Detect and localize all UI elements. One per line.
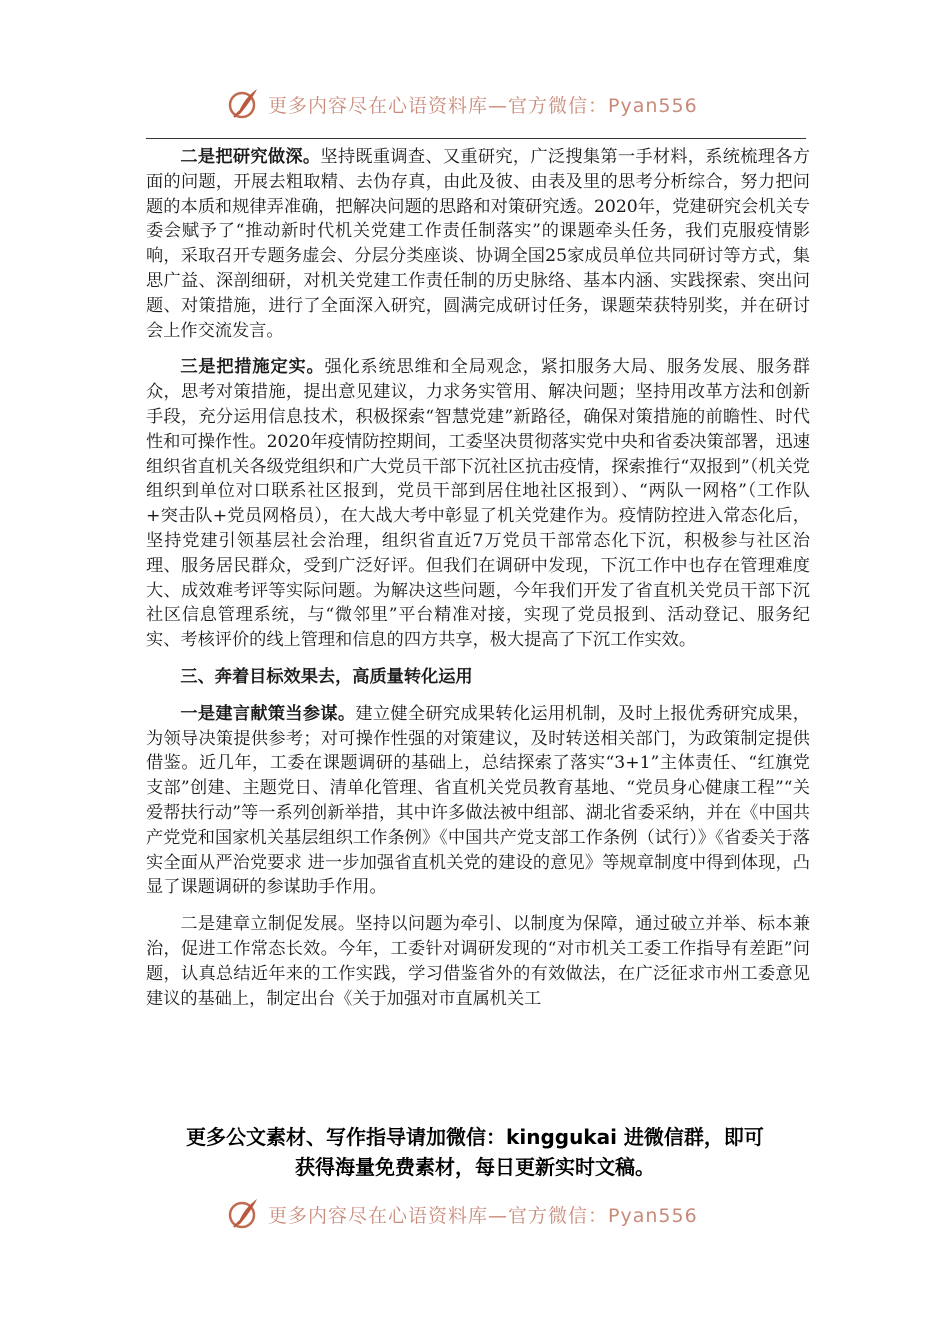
paragraph-4 bbox=[146, 912, 810, 1011]
footer-watermark-text: 更多内容尽在心语资料库—官方微信：Pyan556 bbox=[268, 1204, 698, 1227]
paragraph-1-text: 坚持既重调查、又重研究，广泛搜集第一手材料，系统梳理各方面的问题，开展去粗取精、去伪存真，由此及彼、由表及里的思考分析综合，努力把问题的本质和规律弄准确，把解决问题的思路和对策研究透。2020年，党建研究会机关专委会赋予了“推动新时代机关党建工作责任制落实”的课题牵头任务，我们克服疫情影响，采取召开专题务虚会、分层分类座谈、协调全国25家成员单位共同研讨等方式，集思广益、深剖细研，对机关党建工作责任制的历史脉络、基本内涵、实践探索、突出问题、对策措施，进行了全面深入研究，圆满完成研讨任务，课题荣获特别奖，并在研讨会上作交流发言。 bbox=[146, 147, 810, 341]
paragraph-1 bbox=[146, 145, 810, 343]
quill-logo-icon bbox=[226, 87, 260, 121]
quill-logo-icon bbox=[226, 1197, 260, 1231]
promo-banner bbox=[130, 1122, 820, 1182]
header-watermark bbox=[226, 84, 698, 124]
document-body bbox=[146, 145, 810, 1023]
paragraph-2-lead: 三是把措施定实。 bbox=[180, 357, 325, 378]
footer-watermark bbox=[226, 1194, 698, 1234]
header-divider bbox=[146, 138, 806, 139]
paragraph-4-text: 二是建章立制促发展。坚持以问题为牵引、以制度为保障，通过破立并举、标本兼治，促进工作常态长效。今年，工委针对调研发现的“对市机关工委工作指导有差距”问题，认真总结近年来的工作实践，学习借鉴省外的有效做法，在广泛征求市州工委意见建议的基础上，制定出台《关于加强对市直属机关工 bbox=[146, 914, 810, 1009]
paragraph-3-text: 建立健全研究成果转化运用机制，及时上报优秀研究成果，为领导决策提供参考；对可操作性强的对策建议，及时转送相关部门，为政策制定提供借鉴。近几年，工委在课题调研的基础上，总结探索了落实“3+1”主体责任、“红旗党支部”创建、主题党日、清单化管理、省直机关党员教育基地、“党员身心健康工程”“关爱帮扶行动”等一系列创新举措，其中许多做法被中组部、湖北省委采纳，并在《中国共产党党和国家机关基层组织工作条例》《中国共产党支部工作条例（试行）》《省委关于落实全面从严治党要求 进一步加强省直机关党的建设的意见》等规章制度中得到体现，凸显了课题调研的参谋助手作用。 bbox=[146, 703, 810, 898]
promo-line-2: 获得海量免费素材，每日更新实时文稿。 bbox=[295, 1155, 655, 1179]
promo-line-1: 更多公文素材、写作指导请加微信：kinggukai 进微信群，即可 bbox=[186, 1125, 764, 1149]
paragraph-2 bbox=[146, 355, 810, 653]
paragraph-3-lead: 一是建言献策当参谋。 bbox=[180, 703, 356, 724]
section-heading: 三、奔着目标效果去，高质量转化运用 bbox=[180, 666, 473, 687]
paragraph-1-lead: 二是把研究做深。 bbox=[180, 147, 321, 167]
paragraph-3 bbox=[146, 702, 810, 900]
header-watermark-text: 更多内容尽在心语资料库—官方微信：Pyan556 bbox=[268, 94, 698, 117]
paragraph-2-text: 强化系统思维和全局观念，紧扣服务大局、服务发展、服务群众，思考对策措施，提出意见建议，力求务实管用、解决问题；坚持用改革方法和创新手段，充分运用信息技术，积极探索“智慧党建”新路径，确保对策措施的前瞻性、时代性和可操作性。2020年疫情防控期间，工委坚决贯彻落实党中央和省委决策部署，迅速组织省直机关各级党组织和广大党员干部下沉社区抗击疫情，探索推行“双报到”（机关党组织到单位对口联系社区报到，党员干部到居住地社区报到）、“两队一网格”（工作队+突击队+党员网格员），在大战大考中彰显了机关党建作为。疫情防控进入常态化后，坚持党建引领基层社会治理，组织省直近7万党员干部常态化下沉，积极参与社区治理、服务居民群众，受到广泛好评。但我们在调研中发现，下沉工作中也存在管理难度大、成效难考评等实际问题。为解决这些问题，今年我们开发了省直机关党员干部下沉社区信息管理系统，与“微邻里”平台精准对接，实现了党员报到、活动登记、服务纪实、考核评价的线上管理和信息的四方共享，极大提高了下沉工作实效。 bbox=[146, 357, 810, 651]
